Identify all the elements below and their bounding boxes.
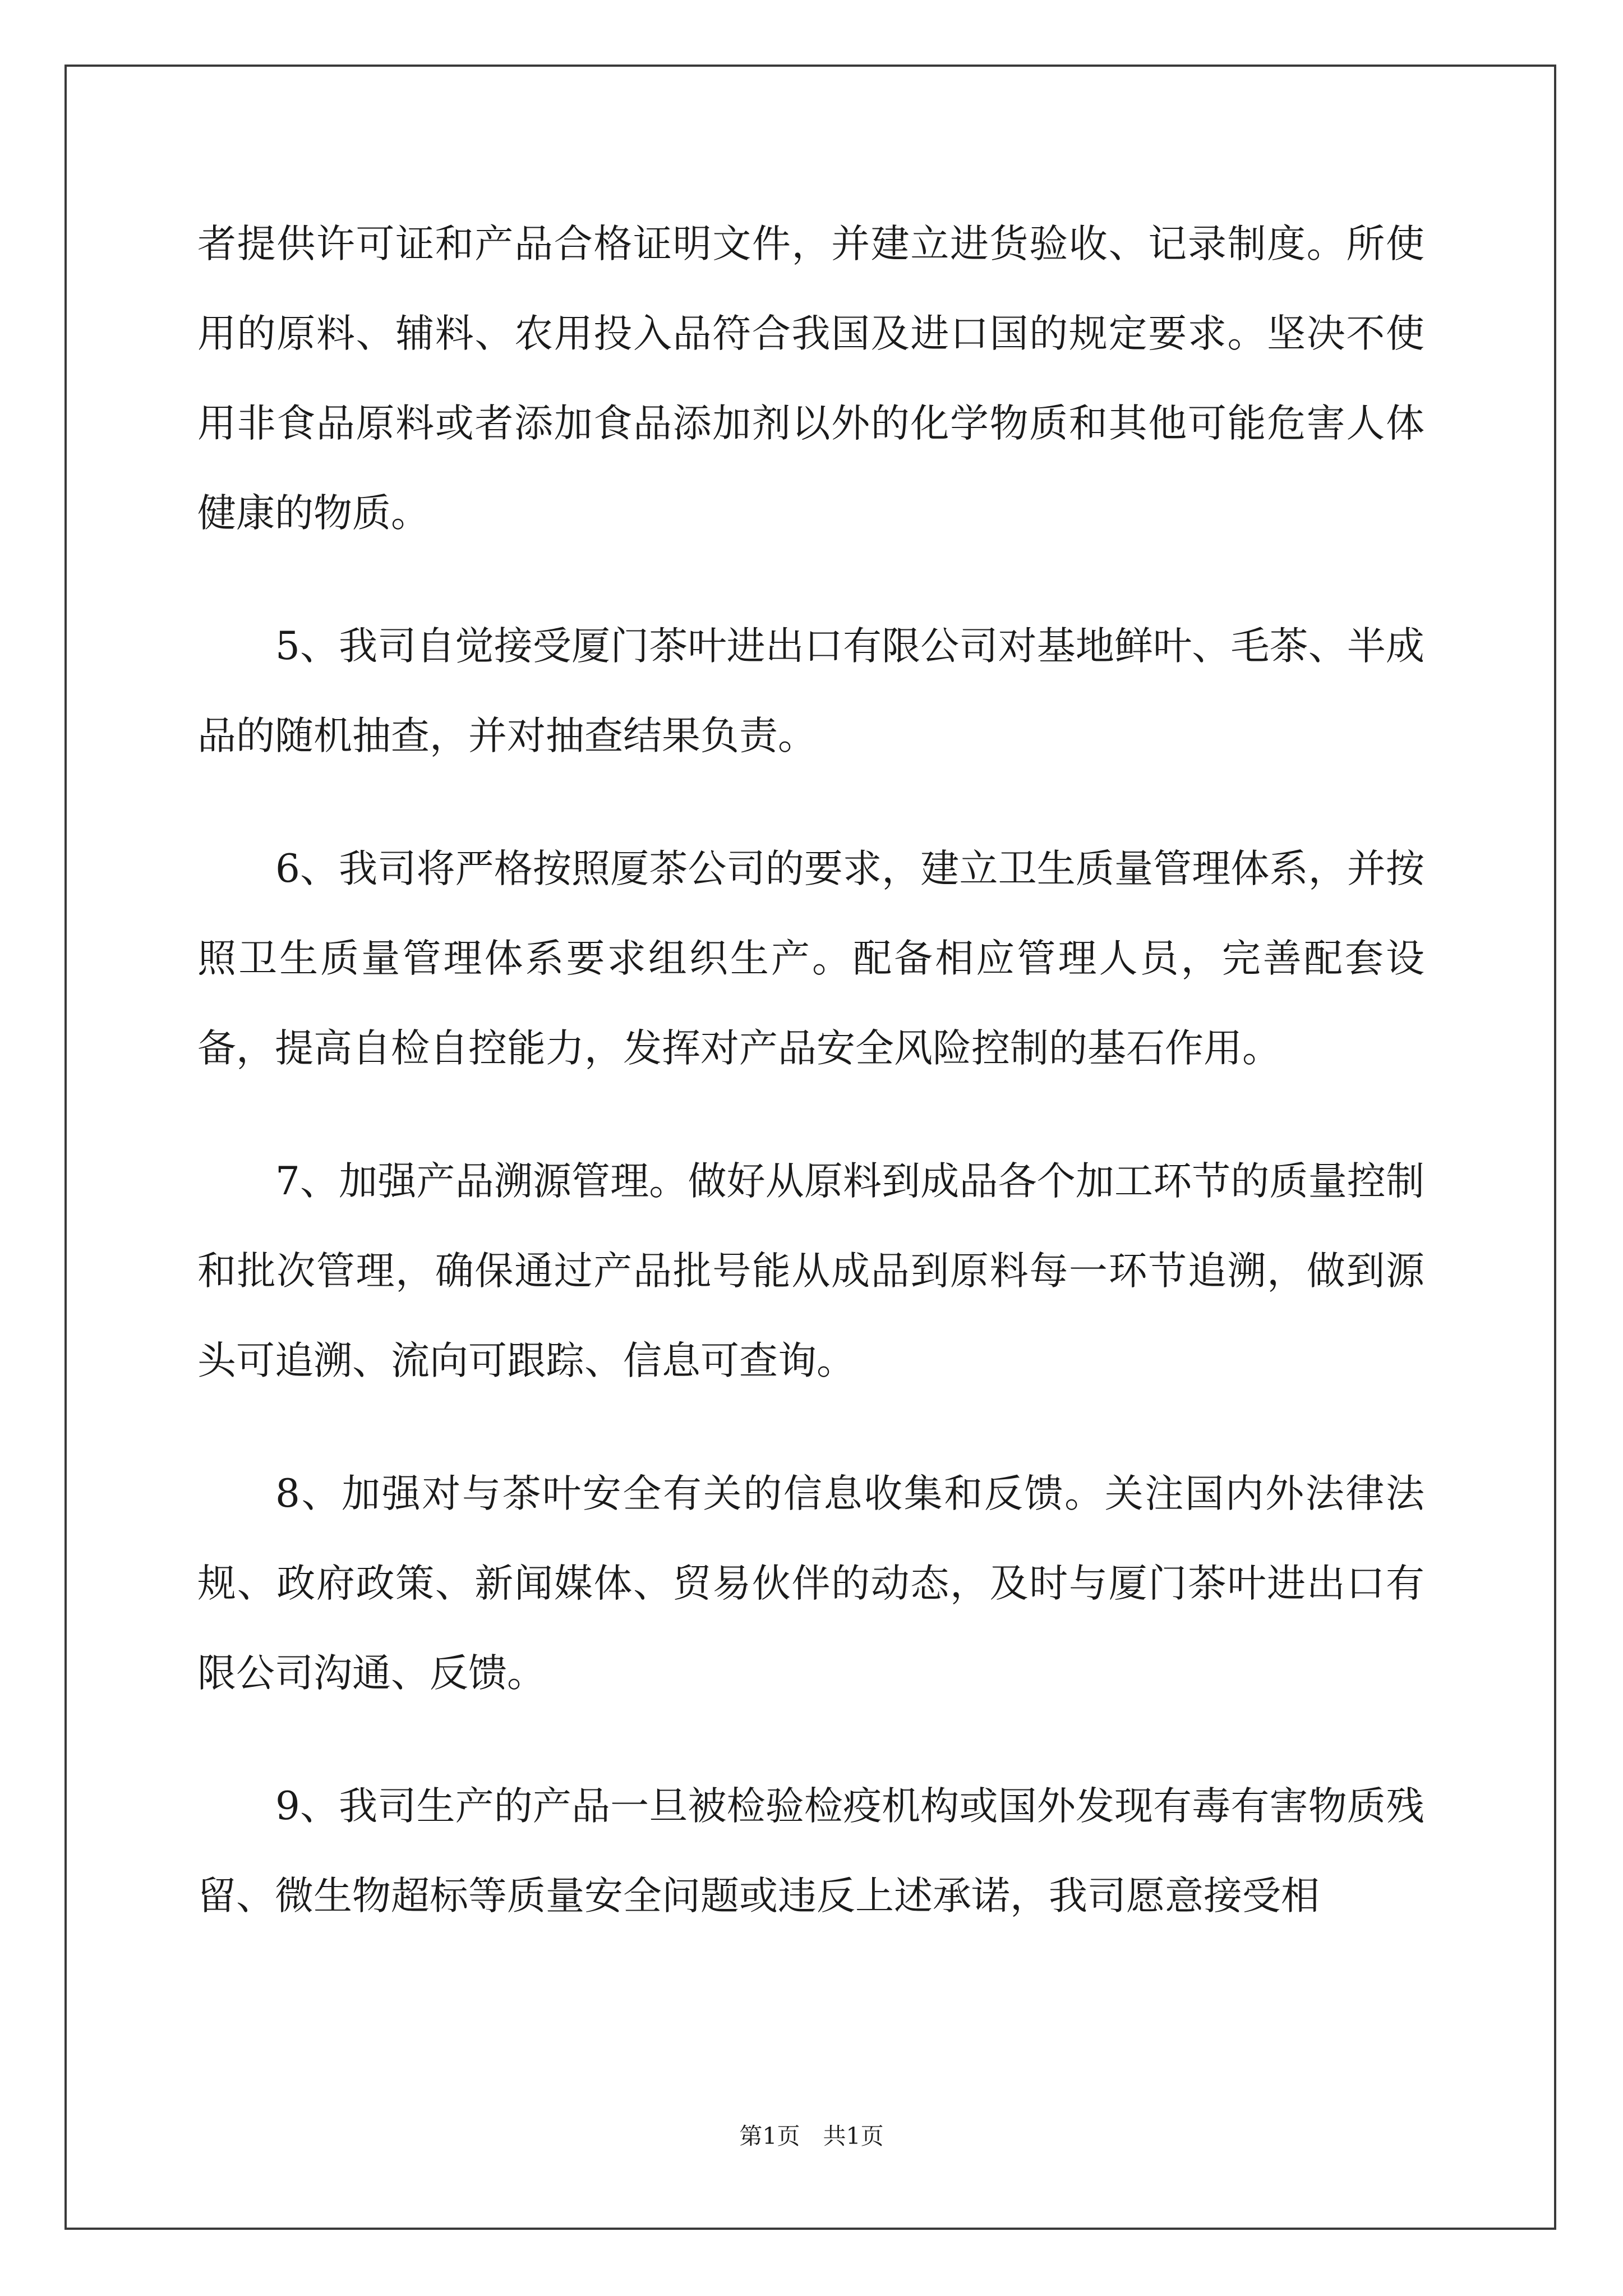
paragraph-continued: 者提供许可证和产品合格证明文件，并建立进货验收、记录制度。所使用的原料、辅料、农用投入品符合我国及进口国的规定要求。坚决不使用非食品原料或者添加食品添加剂以外的化学物质和其他可能危害人体健康的物质。 [197,222,1424,536]
paragraph-item-5: 5、我司自觉接受厦门茶叶进出口有限公司对基地鲜叶、毛茶、半成品的随机抽查，并对抽查结果负责。 [197,624,1424,758]
page-number-footer: 第1页 共1页 [739,2123,884,2150]
paragraph-item-7: 7、加强产品溯源管理。做好从原料到成品各个加工环节的质量控制和批次管理，确保通过产品批号能从成品到原料每一环节追溯，做到源头可追溯、流向可跟踪、信息可查询。 [197,1159,1424,1383]
paragraph-item-8: 8、加强对与茶叶安全有关的信息收集和反馈。关注国内外法律法规、政府政策、新闻媒体、贸易伙伴的动态，及时与厦门茶叶进出口有限公司沟通、反馈。 [197,1471,1424,1696]
paragraph-item-9: 9、我司生产的产品一旦被检验检疫机构或国外发现有毒有害物质残留、微生物超标等质量安全问题或违反上述承诺，我司愿意接受相 [197,1784,1424,1918]
document-body [197,199,1424,1984]
paragraph-item-6: 6、我司将严格按照厦茶公司的要求，建立卫生质量管理体系，并按照卫生质量管理体系要求组织生产。配备相应管理人员，完善配套设备，提高自检自控能力，发挥对产品安全风险控制的基石作用。 [197,846,1424,1071]
